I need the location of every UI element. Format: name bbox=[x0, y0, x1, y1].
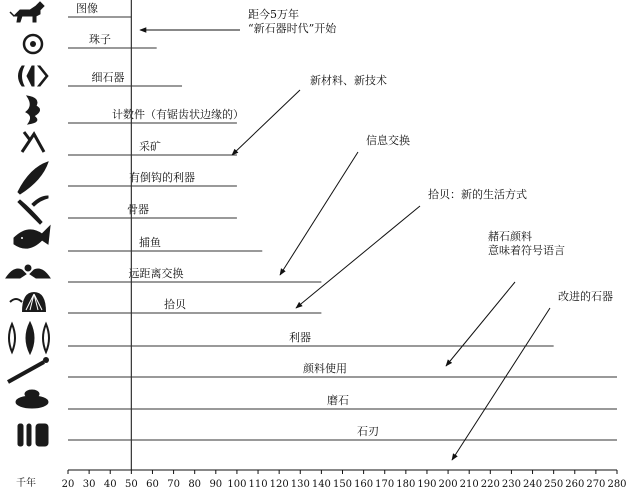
tick-label: 250 bbox=[544, 479, 564, 490]
annotation-arrow bbox=[232, 90, 300, 155]
tick-label: 280 bbox=[607, 479, 627, 490]
annotation-improved-stone bbox=[452, 289, 613, 460]
annotation-ochre bbox=[446, 229, 565, 366]
annotation-text: 距今5万年 bbox=[248, 8, 299, 21]
annotation-text: 赭石颜料 bbox=[488, 230, 532, 243]
tick-label: 40 bbox=[103, 479, 117, 490]
bar-label: 颜料使用 bbox=[303, 362, 347, 375]
tick-label: 50 bbox=[124, 479, 138, 490]
tick-label: 270 bbox=[586, 479, 606, 490]
tick-label: 170 bbox=[375, 479, 395, 490]
annotation-neolithic bbox=[140, 7, 337, 35]
tick-label: 110 bbox=[248, 479, 268, 490]
tick-label: 80 bbox=[188, 479, 202, 490]
barbed-point-icon bbox=[18, 162, 48, 194]
shell-icon bbox=[10, 292, 46, 312]
tick-label: 240 bbox=[522, 479, 543, 490]
bars-layer bbox=[68, 0, 617, 470]
tick-label: 30 bbox=[82, 479, 96, 490]
annotation-text: 信息交换 bbox=[366, 134, 410, 147]
tick-label: 100 bbox=[227, 479, 247, 490]
tick-label: 120 bbox=[269, 479, 289, 490]
tick-label: 160 bbox=[354, 479, 374, 490]
tick-label: 70 bbox=[167, 479, 180, 490]
bar-label: 磨石 bbox=[327, 394, 349, 407]
bone-tool-icon bbox=[18, 196, 48, 224]
bead-icon bbox=[24, 35, 42, 53]
annotation-arrow bbox=[452, 308, 550, 460]
bar-label: 采矿 bbox=[139, 140, 161, 153]
microlith-icon bbox=[19, 66, 49, 86]
axis-unit-label: 千年 bbox=[16, 478, 36, 489]
bar-label: 细石器 bbox=[91, 71, 125, 84]
notched-bone-icon bbox=[26, 96, 40, 124]
stone-blade-icon bbox=[18, 424, 48, 446]
annotation-arrow bbox=[446, 282, 515, 366]
tick-label: 140 bbox=[311, 479, 331, 490]
tick-label: 190 bbox=[417, 479, 437, 490]
tick-label: 150 bbox=[332, 479, 353, 490]
annotation-text: 意味着符号语言 bbox=[488, 244, 565, 257]
tick-label: 230 bbox=[501, 479, 521, 490]
bar-label: 石刃 bbox=[357, 425, 379, 438]
grindstone-icon bbox=[16, 390, 48, 408]
tick-label: 60 bbox=[146, 479, 159, 490]
tick-label: 20 bbox=[61, 479, 75, 490]
bar-label: 图像 bbox=[76, 2, 98, 15]
annotation-text: 改进的石器 bbox=[558, 290, 613, 303]
fish-icon bbox=[14, 226, 50, 248]
tick-label: 210 bbox=[459, 479, 479, 490]
icons-column bbox=[6, 2, 50, 446]
bar-label: 珠子 bbox=[89, 33, 111, 46]
bar-label: 捕鱼 bbox=[139, 236, 161, 249]
annotation-text: 新材料、新技术 bbox=[310, 74, 387, 87]
ochre-crayon-icon bbox=[8, 357, 49, 382]
annotation-arrow bbox=[280, 152, 358, 275]
tick-label: 200 bbox=[438, 479, 458, 490]
axis-layer bbox=[16, 470, 627, 490]
annotation-info-exchange bbox=[280, 133, 410, 275]
tick-label: 220 bbox=[480, 479, 500, 490]
bar-label: 利器 bbox=[289, 331, 311, 344]
bar-label: 计数件（有锯齿状边缘的） bbox=[112, 108, 244, 121]
annotation-text: “新石器时代”开始 bbox=[248, 22, 337, 35]
exchange-hands-icon bbox=[6, 265, 50, 278]
annotation-text: 拾贝：新的生活方式 bbox=[428, 188, 527, 201]
annotation-new-materials bbox=[232, 73, 387, 155]
tick-label: 260 bbox=[565, 479, 585, 490]
tick-label: 180 bbox=[396, 479, 416, 490]
bar-label: 有倒钩的利器 bbox=[129, 171, 195, 184]
bar-label: 骨器 bbox=[127, 203, 149, 216]
tick-label: 130 bbox=[290, 479, 310, 490]
tick-label: 90 bbox=[209, 479, 223, 490]
animal-figure-icon bbox=[10, 2, 44, 22]
annotations-layer bbox=[140, 7, 613, 460]
blade-points-icon bbox=[9, 322, 49, 354]
bar-label: 拾贝 bbox=[164, 298, 186, 311]
bar-label: 远距离交换 bbox=[128, 267, 184, 280]
pick-icon bbox=[22, 132, 44, 152]
